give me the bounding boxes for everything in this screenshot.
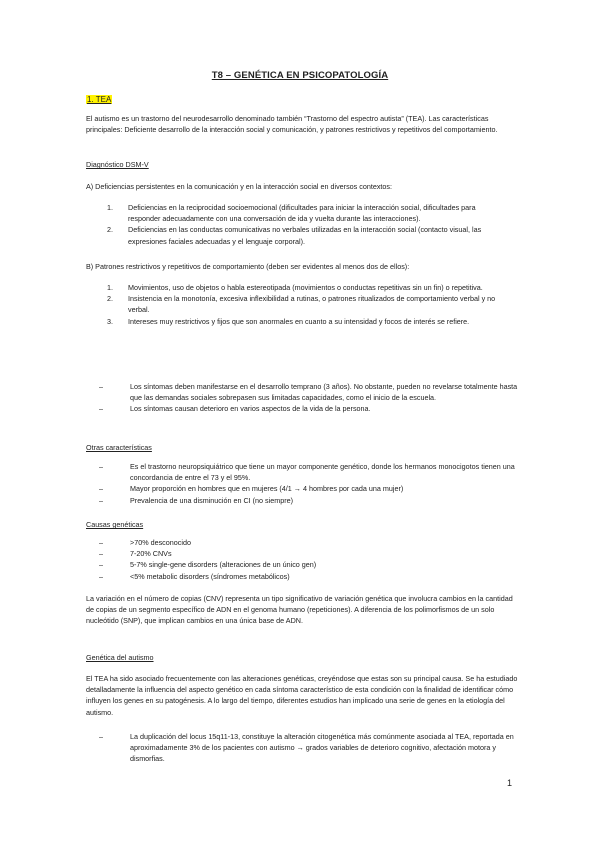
dash-bullet: – (99, 404, 103, 414)
page-number: 1 (507, 778, 513, 788)
dsm-a-list (107, 202, 504, 247)
list-item-text: <5% metabolic disorders (síndromes metabólicos) (130, 571, 290, 581)
list-item (99, 483, 518, 494)
dash-bullet: – (99, 462, 103, 471)
dsm-notes-list (99, 381, 518, 415)
list-item-text: Prevalencia de una disminución en CI (no siempre) (130, 495, 293, 505)
list-item (99, 495, 518, 506)
list-item-text: Intereses muy restrictivos y fijos que son anormales en cuanto a su intensidad y focos de interés se refiere. (128, 316, 470, 326)
dash-bullet: – (99, 549, 103, 559)
list-item-text: >70% desconocido (130, 538, 191, 547)
list-item-text: Los síntomas deben manifestarse en el desarrollo temprano (3 años). No obstante, pueden no revelarse totalmente hasta que las demandas sociales sobrepasen sus limitadas capacidades, como el inicio de la escuela. (130, 382, 518, 403)
causas-heading: Causas genéticas (86, 520, 144, 529)
otras-heading: Otras características (86, 443, 152, 452)
list-item-text: 5-7% single-gene disorders (alteraciones de un único gen) (130, 560, 317, 570)
list-item (99, 559, 518, 570)
list-item-text: Insistencia en la monotonía, excesiva inflexibilidad a rutinas, o patrones ritualizados de comportamiento verbal y no verbal. (128, 294, 496, 315)
intro-paragraph: El autismo es un trastorno del neurodesarrollo denominado también “Trastorno del espectro autista” (TEA). Las características principales: Deficiente desarrollo de la interacción social y comunicación, y patrones restrictivos y repetitivos del comportamiento. (86, 114, 498, 135)
genetica-paragraph: El TEA ha sido asociado frecuentemente con las alteraciones genéticas, creyéndose que estas son su principal causa. Se ha estudiado detalladamente la influencia del aspecto genético en cada síntoma característico de esta condición con la finalidad de identificar cómo influyen los genes en su patogénesis. A lo largo del tiempo, diferentes estudios han implicado una serie de genes en la etiología del autismo. (86, 674, 518, 717)
list-item (107, 316, 504, 327)
dash-bullet: – (99, 560, 103, 570)
list-item (107, 202, 504, 224)
list-item-text: 7-20% CNVs (130, 549, 172, 559)
dash-bullet: – (99, 538, 103, 547)
list-item-text: Deficiencias en las conductas comunicativas no verbales utilizadas en la interacción social (contacto visual, las expresiones faciales adecuadas y el lenguaje corporal). (128, 225, 482, 246)
list-item (107, 293, 504, 315)
list-number: 1. (107, 203, 113, 212)
list-number: 3. (107, 316, 113, 326)
document-title: T8 – GENÉTICA EN PSICOPATOLOGÍA (211, 70, 389, 81)
list-item (99, 461, 518, 483)
list-item-text: Movimientos, uso de objetos o habla estereotipada (movimientos o conductas repetitivas sin un fin) o repetitiva. (128, 283, 483, 292)
list-item (99, 403, 518, 414)
dash-bullet: – (99, 495, 103, 505)
dsm-b-list (107, 282, 504, 327)
list-item (99, 731, 518, 765)
list-item-text: Es el trastorno neuropsiquiátrico que tiene un mayor componente genético, donde los hermanos monocigotos tienen una concordancia de entre el 73 y el 95%. (130, 462, 515, 483)
causas-list (99, 537, 518, 582)
list-item (99, 537, 518, 548)
cnv-paragraph: La variación en el número de copias (CNV) representa un tipo significativo de variación genética que involucra cambios en la cantidad de copias de un segmento específico de ADN en el genoma humano (repeticiones). A diferencia de los polimorfismos de un solo nucleótido (SNP), que implican cambios en una única base de ADN. (86, 594, 513, 626)
dsm-a-heading: A) Deficiencias persistentes en la comunicación y en la interacción social en diversos contextos: (86, 182, 393, 191)
list-number: 1. (107, 283, 113, 292)
list-item-text: La duplicación del locus 15q11-13, constituye la alteración citogenética más comúnmente asociada al TEA, reportada en aproximadamente 3% de los pacientes con autismo → grados variables de deterioro cognitivo, afectación motora y dismorfias. (130, 732, 514, 764)
section-heading-tea: 1. TEA (87, 95, 112, 104)
genetica-heading: Genética del autismo (86, 653, 154, 662)
list-item-text: Los síntomas causan deterioro en varios aspectos de la vida de la persona. (130, 404, 371, 414)
dash-bullet: – (99, 484, 103, 494)
list-item (99, 548, 518, 559)
otras-list (99, 461, 518, 506)
list-item-text: Mayor proporción en hombres que en mujeres (4/1 → 4 hombres por cada una mujer) (130, 484, 404, 494)
list-item-text: Deficiencias en la reciprocidad socioemocional (dificultades para iniciar la interacción social, dificultades para responder adecuadamente con una conversación de ida y vuelta durante las interacciones). (128, 203, 476, 224)
dsm-b-heading: B) Patrones restrictivos y repetitivos de comportamiento (deben ser evidentes al menos dos de ellos): (86, 262, 410, 271)
genetica-list (99, 731, 518, 765)
list-item (99, 571, 518, 582)
list-number: 2. (107, 294, 113, 304)
list-number: 2. (107, 225, 113, 235)
list-item (99, 381, 518, 403)
list-item (107, 282, 504, 293)
dash-bullet: – (99, 732, 103, 741)
dash-bullet: – (99, 382, 103, 391)
dash-bullet: – (99, 571, 103, 581)
list-item (107, 224, 504, 246)
dsm-heading: Diagnóstico DSM-V (86, 160, 149, 169)
